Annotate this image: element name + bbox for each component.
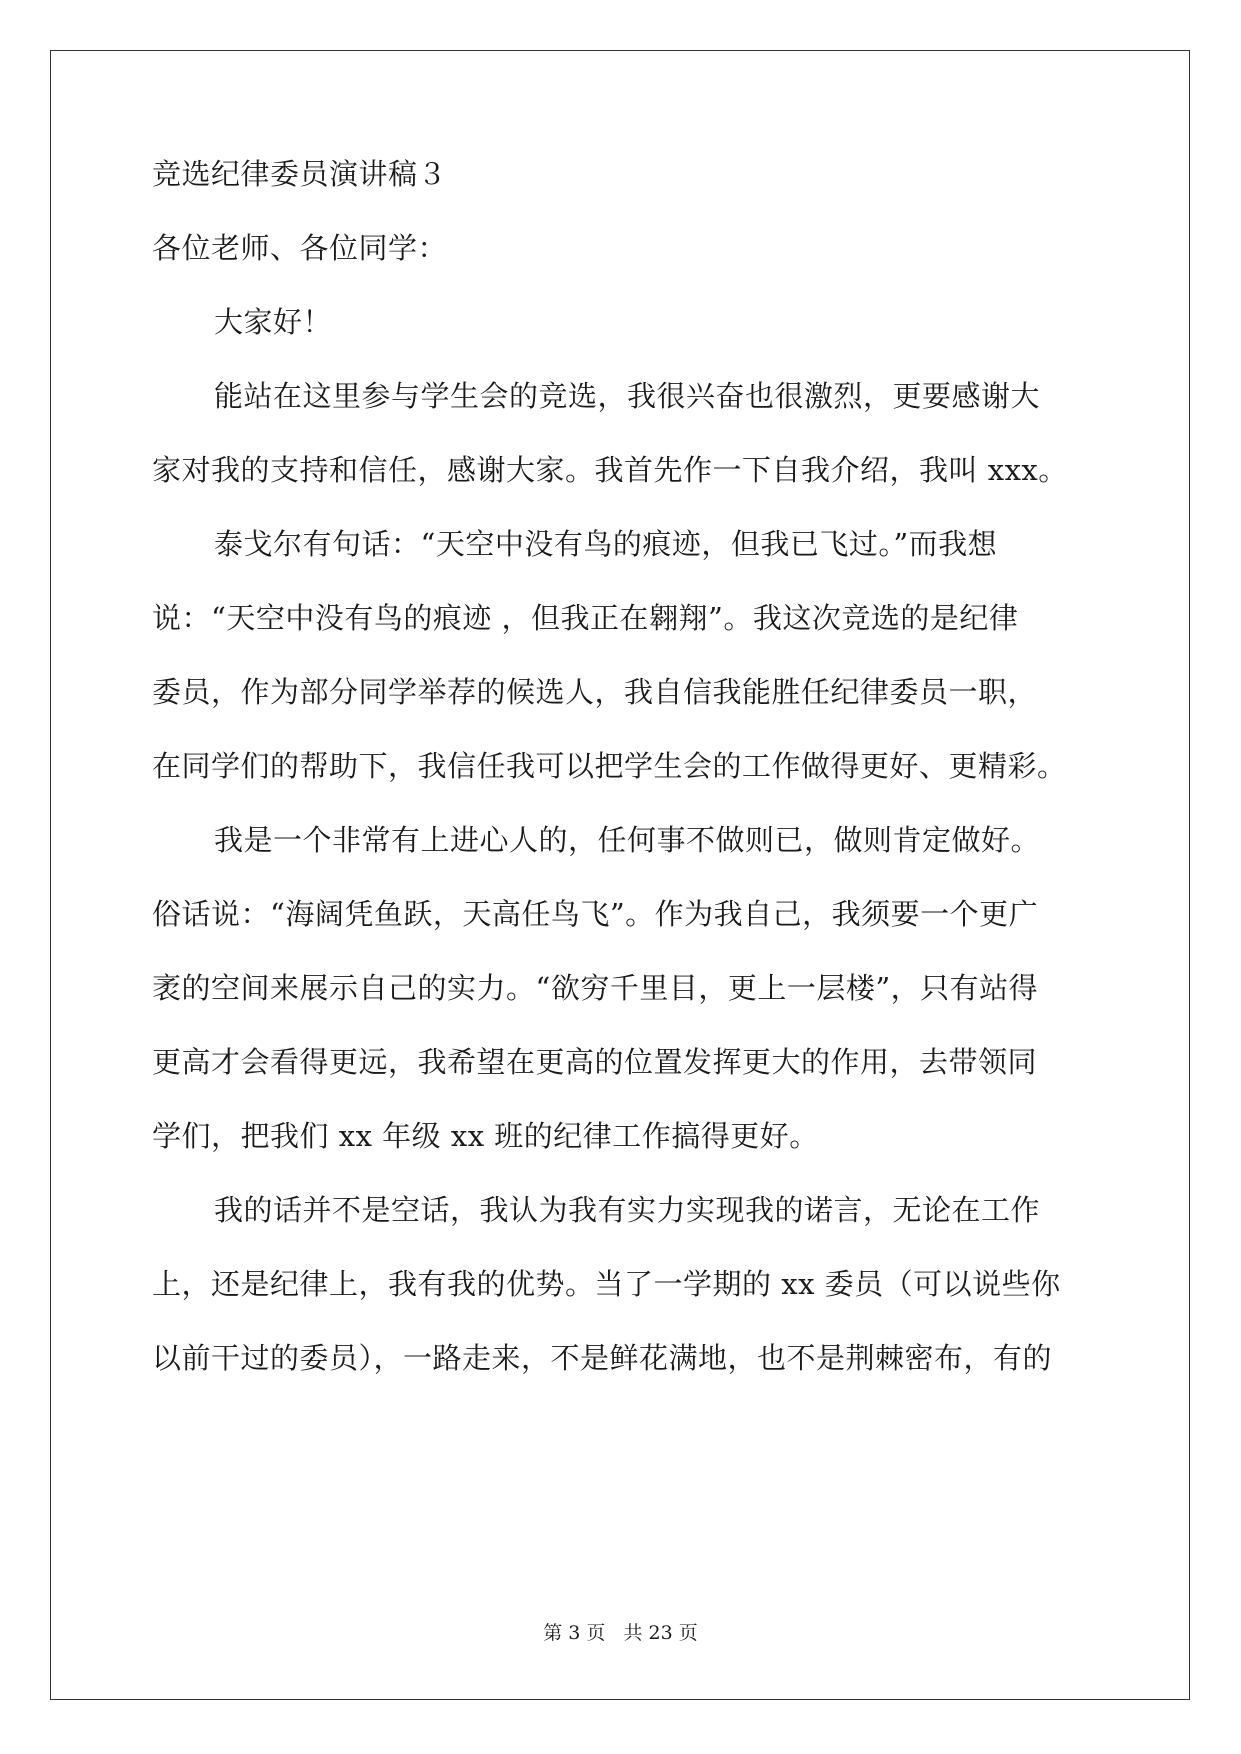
page-border [50, 50, 1190, 1700]
salutation-line: 各位老师、各位同学： [152, 231, 448, 265]
paragraph-line: 在同学们的帮助下，我信任我可以把学生会的工作做得更好、更精彩。 [152, 749, 1067, 783]
paragraph-line: 更高才会看得更远，我希望在更高的位置发挥更大的作用，去带领同 [152, 1045, 1038, 1079]
paragraph-line: 学们，把我们 xx 年级 xx 班的纪律工作搞得更好。 [152, 1119, 819, 1153]
paragraph-line: 我的话并不是空话，我认为我有实力实现我的诺言，无论在工作 [214, 1193, 1041, 1227]
paragraph-line: 我是一个非常有上进心人的，任何事不做则已，做则肯定做好。 [214, 823, 1041, 857]
page-number-total: 共 23 页 [623, 1622, 698, 1644]
paragraph-line: 说：“天空中没有鸟的痕迹 ，但我正在翱翔”。我这次竞选的是纪律 [152, 601, 1019, 635]
paragraph-line: 家对我的支持和信任，感谢大家。我首先作一下自我介绍，我叫 xxx。 [152, 453, 1068, 487]
paragraph-line: 以前干过的委员），一路走来，不是鲜花满地，也不是荆棘密布，有的 [152, 1341, 1053, 1375]
paragraph-line: 能站在这里参与学生会的竞选，我很兴奋也很激烈，更要感谢大 [214, 379, 1041, 413]
greeting-line: 大家好！ [214, 305, 333, 339]
paragraph-line: 泰戈尔有句话：“天空中没有鸟的痕迹，但我已飞过。”而我想 [214, 527, 998, 561]
paragraph-line: 上，还是纪律上，我有我的优势。当了一学期的 xx 委员（可以说些你 [152, 1267, 1061, 1301]
page-footer [0, 1620, 1241, 1646]
paragraph-line: 委员，作为部分同学举荐的候选人，我自信我能胜任纪律委员一职， [152, 675, 1038, 709]
paragraph-line: 袤的空间来展示自己的实力。“欲穷千里目，更上一层楼”，只有站得 [152, 971, 1039, 1005]
document-title: 竞选纪律委员演讲稿３ [152, 157, 448, 191]
page-number-current: 第 3 页 [543, 1622, 606, 1644]
paragraph-line: 俗话说：“海阔凭鱼跃，天高任鸟飞”。作为我自己，我须要一个更广 [152, 897, 1039, 931]
